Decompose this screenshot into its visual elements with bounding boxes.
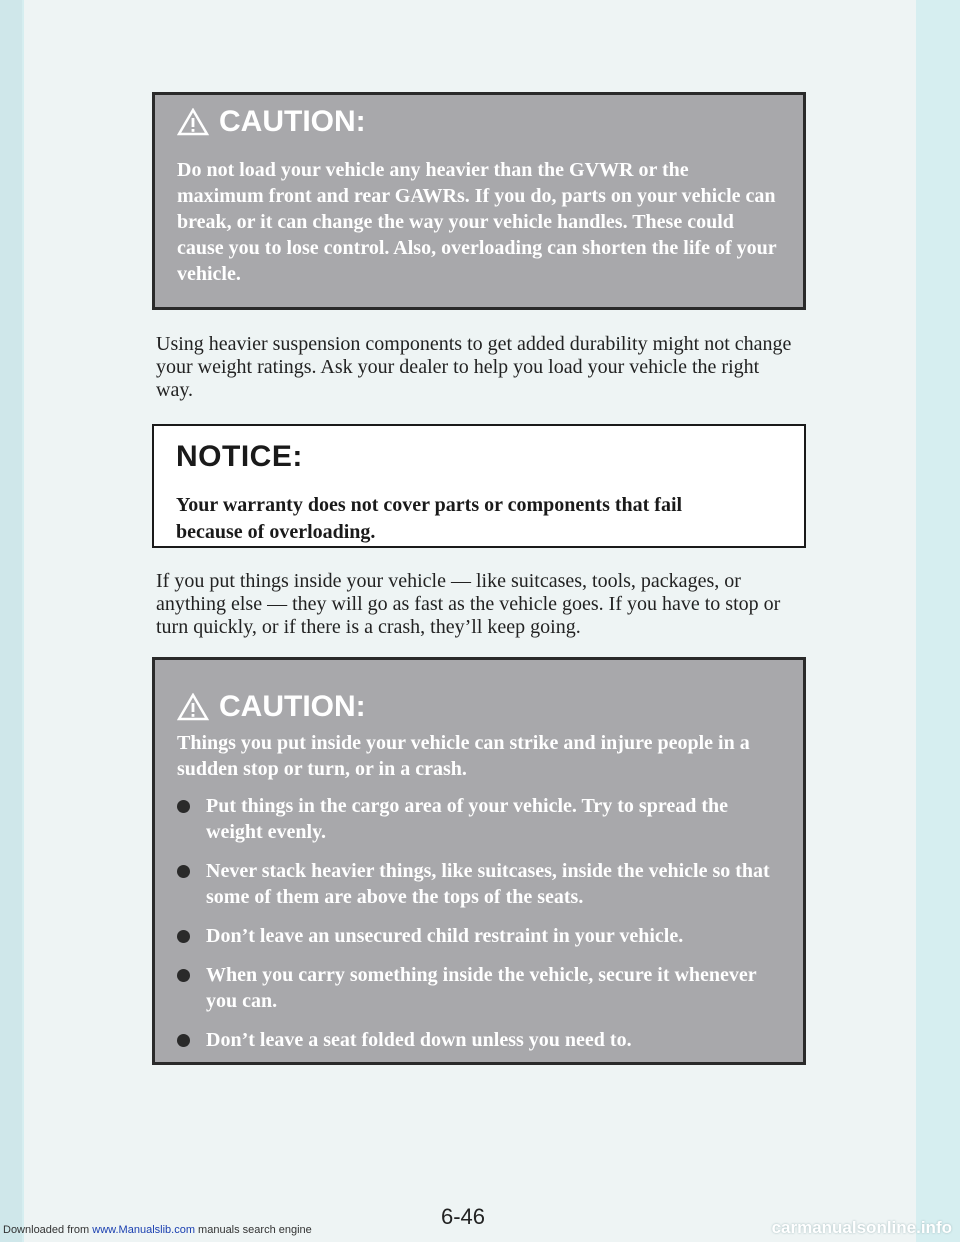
paragraph-suspension: Using heavier suspension components to get added durability might not change your weight ratings. Ask your dealer to help you load your vehicle the right way. — [156, 333, 792, 401]
list-item — [177, 858, 781, 910]
caution-bullet-list — [177, 793, 781, 1066]
list-item-text: Don’t leave a seat folded down unless you need to. — [206, 1029, 632, 1051]
caution-intro-text: Things you put inside your vehicle can strike and injure people in a sudden stop or turn, or in a crash. — [177, 732, 750, 780]
warning-triangle-icon — [177, 108, 209, 136]
caution-heading-text: CAUTION: — [219, 690, 366, 723]
bullet-dot-icon — [177, 865, 190, 878]
download-footer — [3, 1224, 312, 1236]
footer-prefix: Downloaded from — [3, 1224, 90, 1236]
caution-box-overloading — [152, 92, 806, 310]
bullet-dot-icon — [177, 969, 190, 982]
watermark-text: carmanualsonline.info — [771, 1218, 952, 1237]
page-left-band — [0, 0, 22, 1242]
list-item — [177, 1027, 781, 1053]
page-number: 6-46 — [441, 1204, 486, 1229]
manualslib-link[interactable]: www.Manualslib.com — [92, 1224, 195, 1236]
footer-suffix: manuals search engine — [198, 1224, 312, 1236]
list-item-text: Don’t leave an unsecured child restraint in your vehicle. — [206, 925, 684, 947]
caution-text: Do not load your vehicle any heavier than the GVWR or the maximum front and rear GAWRs. If you do, parts on your vehicle can break, or it can change the way your vehicle handles. These could cause you to lose control. Also, overloading can shorten the life of your vehicle. — [177, 159, 777, 285]
caution-box-cargo — [152, 657, 806, 1065]
list-item — [177, 793, 781, 845]
bullet-dot-icon — [177, 800, 190, 813]
list-item-text: When you carry something inside the vehicle, secure it whenever you can. — [206, 964, 757, 1012]
caution-heading — [177, 690, 366, 724]
notice-box — [152, 424, 806, 548]
paragraph-loose-items: If you put things inside your vehicle — like suitcases, tools, packages, or anything else — they will go as fast as the vehicle goes. If you have to stop or turn quickly, or if there is a crash, they’ll keep going. — [156, 570, 781, 638]
warning-triangle-icon — [177, 693, 209, 721]
list-item — [177, 962, 781, 1014]
list-item-text: Put things in the cargo area of your vehicle. Try to spread the weight evenly. — [206, 795, 729, 843]
notice-text: Your warranty does not cover parts or components that fail because of overloading. — [176, 494, 683, 543]
notice-heading: NOTICE: — [176, 440, 303, 473]
caution-heading — [177, 105, 366, 139]
bullet-dot-icon — [177, 1034, 190, 1047]
caution-heading-text: CAUTION: — [219, 105, 366, 138]
bullet-dot-icon — [177, 930, 190, 943]
list-item-text: Never stack heavier things, like suitcases, inside the vehicle so that some of them are above the tops of the seats. — [206, 860, 770, 908]
list-item — [177, 923, 781, 949]
